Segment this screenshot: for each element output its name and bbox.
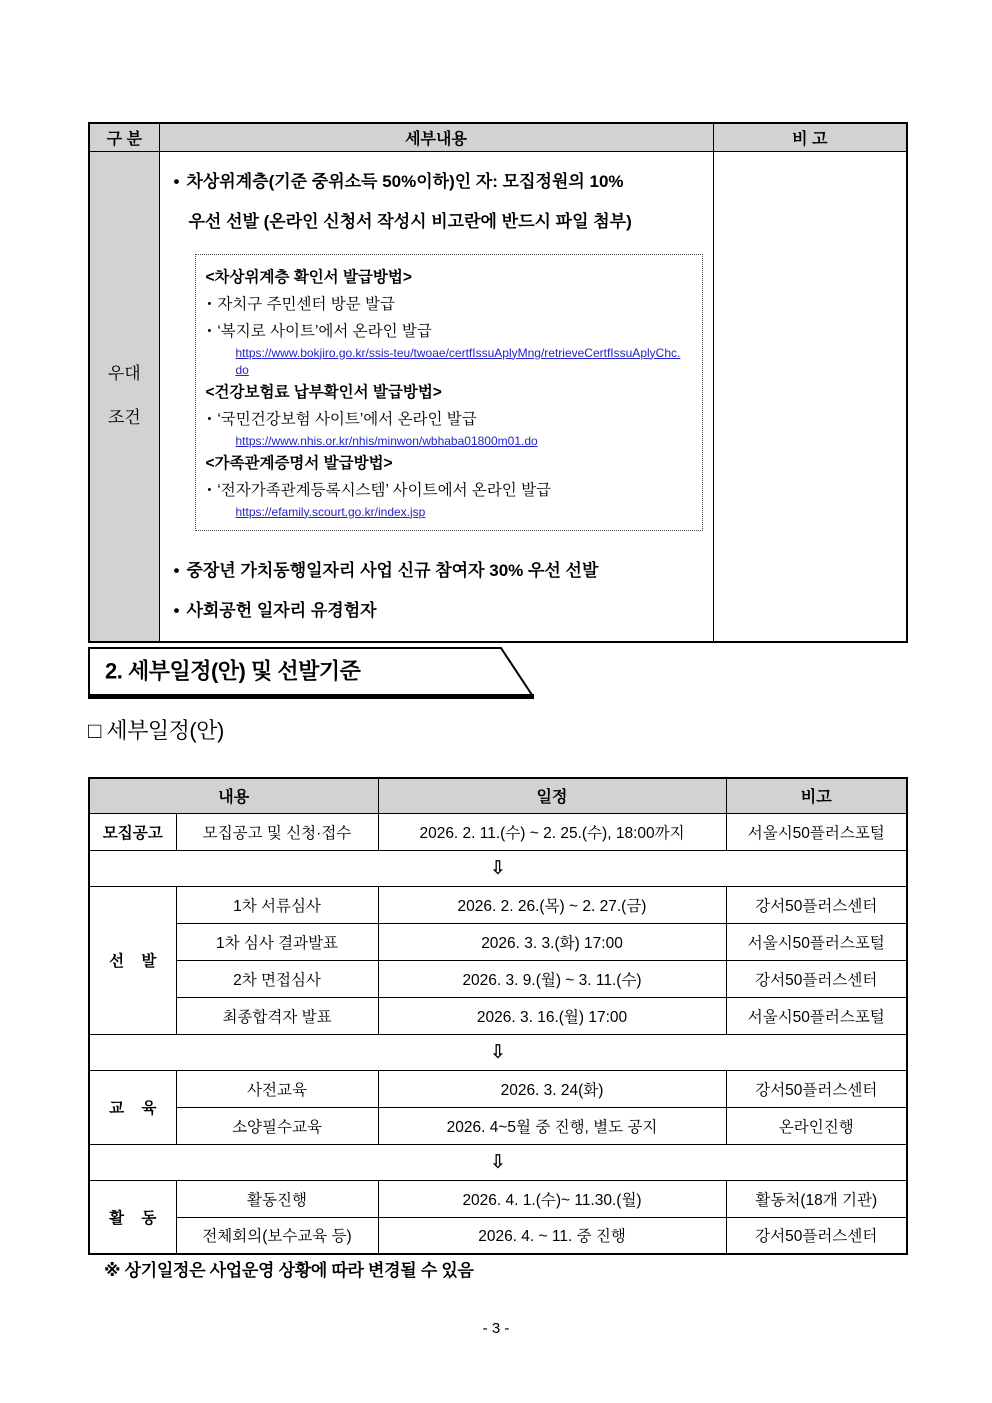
bullet-icon: • [207, 483, 212, 496]
bokjiro-link[interactable]: https://www.bokjiro.go.kr/ssis-teu/twoae/certfIssuAplyMng/retrieveCertfIssuAplyChc.do [235, 345, 681, 377]
box-item: • ‘복지로 사이트’에서 온라인 발급 [207, 322, 432, 340]
section-title: 2. 세부일정(안) 및 선발기준 [105, 658, 361, 684]
row-label-line: 우대 [107, 364, 141, 383]
down-arrow-icon: ⇩ [89, 850, 907, 886]
bullet-icon: • [207, 324, 212, 337]
schedule-place: 활동처(18개 기관) [726, 1180, 907, 1217]
bullet-item: • 차상위계층(기준 중위소득 50%이하)인 자: 모집정원의 10% [173, 171, 624, 191]
schedule-row-selection [89, 923, 907, 960]
schedule-place: 강서50플러스센터 [726, 1217, 907, 1254]
box-item: • ‘전자가족관계등록시스템’ 사이트에서 온라인 발급 [207, 481, 552, 499]
schedule-name: 최종합격자 발표 [176, 997, 378, 1034]
down-arrow-icon: ⇩ [89, 1034, 907, 1070]
preference-table [88, 122, 908, 643]
header-remark: 비고 [726, 778, 907, 813]
schedule-row-selection [89, 960, 907, 997]
bullet-item: • 중장년 가치동행일자리 사업 신규 참여자 30% 우선 선발 [173, 560, 599, 580]
schedule-header-row [89, 778, 907, 813]
box-section-title: <가족관계증명서 발급방법> [205, 454, 393, 472]
schedule-date: 2026. 4~5월 중 진행, 별도 공지 [378, 1107, 726, 1144]
efamily-link[interactable]: https://efamily.scourt.go.kr/index.jsp [235, 504, 426, 519]
schedule-row-activity [89, 1180, 907, 1217]
schedule-name: 사전교육 [176, 1070, 378, 1107]
nhis-link[interactable]: https://www.nhis.or.kr/nhis/minwon/wbhaba01800m01.do [235, 433, 538, 448]
group-label-recruit: 모집공고 [89, 813, 176, 850]
row-label-cell [89, 151, 159, 642]
group-label-activity: 활 동 [89, 1180, 176, 1254]
bullet-icon: • [173, 600, 180, 620]
schedule-name: 활동진행 [176, 1180, 378, 1217]
section-banner [88, 646, 536, 702]
schedule-note: ※ 상기일정은 사업운영 상황에 따라 변경될 수 있음 [104, 1261, 474, 1280]
header-category: 구 분 [89, 123, 159, 151]
schedule-row-education [89, 1070, 907, 1107]
arrow-separator-row [89, 1034, 907, 1070]
box-section-title: <건강보험료 납부확인서 발급방법> [205, 383, 442, 401]
row-label-line: 조건 [107, 408, 141, 427]
certificate-info-box [195, 254, 703, 531]
schedule-name: 전체회의(보수교육 등) [176, 1217, 378, 1254]
bullet-item-continued: 우선 선발 (온라인 신청서 작성시 비고란에 반드시 파일 첨부) [188, 211, 632, 231]
schedule-name: 1차 서류심사 [176, 886, 378, 923]
schedule-place: 서울시50플러스포털 [726, 923, 907, 960]
remark-cell [713, 151, 907, 642]
schedule-row-activity [89, 1217, 907, 1254]
schedule-table [88, 777, 908, 1255]
schedule-date: 2026. 3. 3.(화) 17:00 [378, 923, 726, 960]
group-label-selection: 선 발 [89, 886, 176, 1034]
group-label-education: 교 육 [89, 1070, 176, 1144]
schedule-place: 서울시50플러스포털 [726, 813, 907, 850]
page-number: - 3 - [482, 1320, 510, 1337]
schedule-date: 2026. 2. 11.(수) ~ 2. 25.(수), 18:00까지 [378, 813, 726, 850]
schedule-date: 2026. 2. 26.(목) ~ 2. 27.(금) [378, 886, 726, 923]
header-detail: 세부내용 [159, 123, 713, 151]
schedule-date: 2026. 4. ~ 11. 중 진행 [378, 1217, 726, 1254]
arrow-separator-row [89, 850, 907, 886]
header-date: 일정 [378, 778, 726, 813]
schedule-place: 강서50플러스센터 [726, 1070, 907, 1107]
preference-row [89, 151, 907, 642]
schedule-place: 서울시50플러스포털 [726, 997, 907, 1034]
down-arrow-icon: ⇩ [89, 1144, 907, 1180]
bullet-item: • 사회공헌 일자리 유경험자 [173, 600, 377, 620]
schedule-date: 2026. 3. 16.(월) 17:00 [378, 997, 726, 1034]
box-item: • 자치구 주민센터 방문 발급 [207, 295, 395, 313]
schedule-date: 2026. 3. 9.(월) ~ 3. 11.(수) [378, 960, 726, 997]
schedule-date: 2026. 4. 1.(수)~ 11.30.(월) [378, 1180, 726, 1217]
table-header-row [89, 123, 907, 151]
schedule-place: 온라인진행 [726, 1107, 907, 1144]
schedule-place: 강서50플러스센터 [726, 960, 907, 997]
schedule-name: 2차 면접심사 [176, 960, 378, 997]
schedule-row-education [89, 1107, 907, 1144]
bullet-icon: • [173, 560, 180, 580]
arrow-separator-row [89, 1144, 907, 1180]
schedule-name: 1차 심사 결과발표 [176, 923, 378, 960]
bullet-icon: • [207, 412, 212, 425]
header-remark: 비 고 [713, 123, 907, 151]
detail-cell [159, 151, 713, 642]
schedule-place: 강서50플러스센터 [726, 886, 907, 923]
schedule-row-recruit [89, 813, 907, 850]
bullet-icon: • [173, 171, 180, 191]
schedule-name: 모집공고 및 신청·접수 [176, 813, 378, 850]
schedule-date: 2026. 3. 24(화) [378, 1070, 726, 1107]
bullet-icon: • [207, 297, 212, 310]
section-subtitle: □ 세부일정(안) [88, 718, 224, 743]
header-content: 내용 [89, 778, 378, 813]
schedule-row-selection [89, 997, 907, 1034]
schedule-row-selection [89, 886, 907, 923]
box-item: • ‘국민건강보험 사이트’에서 온라인 발급 [207, 410, 477, 428]
box-section-title: <차상위계층 확인서 발급방법> [205, 268, 412, 286]
schedule-name: 소양필수교육 [176, 1107, 378, 1144]
